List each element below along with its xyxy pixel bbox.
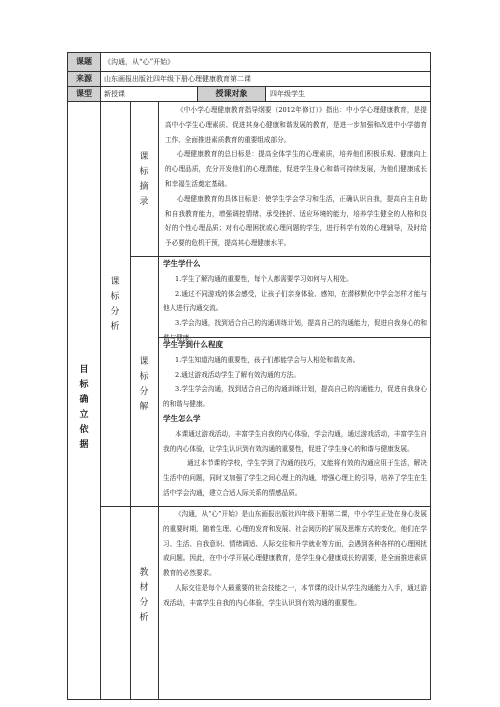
what-item: 1.学生了解沟通的重要性，每个人都需要学习如何与人相处。 xyxy=(175,274,353,283)
textbook-paragraph: 《沟通，从“心”开始》是山东画报出版社四年级下册第二课，中小学生正处在身心发展的重要时期，随着生理、心理的发育和发展、社会阅历的扩展及思维方式的变化，他们在学习、生活、自我意识、情绪调适、人际交往和升学就业等方面，会遇到各种各样的心理困扰或问题。因此，在中小学开展心理健康教育，是学生身心健康成长的需要，是全面推进素质教育的必然要求。 xyxy=(163,510,427,578)
excerpt-label: 课标摘录 xyxy=(139,152,149,207)
decompose-label: 课标分解 xyxy=(139,357,149,412)
textbook-paragraph: 人际交往是每个人最重要的社会技能之一，本节课的设计从学生沟通能力入手，通过游戏活动，丰富学生自我的内心体验，学生认识到有效沟通的重要性。 xyxy=(163,583,427,607)
excerpt-paragraph: 心理健康教育的具体目标是：使学生学会学习和生活，正确认识自我，提高自主自助和自我教育能力，增强调控情绪、承受挫折、适应环境的能力，培养学生健全的人格和良好的个性心理品质；对有心理困扰或心理问题的学生，进行科学有效的心理辅导，及时给予必要的危机干预，提高其心理健康水平。 xyxy=(165,194,427,248)
topic-label: 课题 xyxy=(76,57,92,66)
what-title: 学生学什么 xyxy=(163,259,201,268)
audience-value: 四年级学生 xyxy=(270,90,305,98)
degree-item: 3.学生学会沟通，找到适合自己的沟通训练计划，提高自己的沟通能力，促进自我身心的和谐与健康。 xyxy=(163,385,427,409)
excerpt-content xyxy=(165,103,427,255)
topic-value: 《沟通，从“心”开始》 xyxy=(104,58,175,66)
degree-content xyxy=(163,338,427,506)
degree-item: 1.学生知道沟通的重要性，孩子们都能学会与人相处和谐友善。 xyxy=(175,355,360,364)
how-item: 通过本节课的学校，学生学到了沟通的技巧，又能将有效的沟通应用于生活，解决生活中的问题，同时又加强了学生之间心理上的沟通，增强心理上的引导，培养了学生在生活中学会沟通，建立合适人际关系的情感品质。 xyxy=(163,459,427,497)
what-item: 2.通过不同游戏的体会感受，让孩子们亲身体验、感知，在潜移默化中学会怎样才能与他人进行沟通交流。 xyxy=(163,289,427,313)
type-value: 新授课 xyxy=(104,90,125,98)
type-label: 课型 xyxy=(76,89,92,98)
textbook-spacer-cell xyxy=(100,506,131,700)
audience-label: 授课对象 xyxy=(215,89,248,98)
standard-label: 课标分析 xyxy=(110,277,120,332)
degree-item: 2.通过游戏活动学生了解有效沟通的方法。 xyxy=(175,370,300,379)
what-item: 3.学会沟通，找到适合自己的沟通训练计划，提高自己的沟通能力，促进自我身心的和谐与健康。 xyxy=(163,319,427,342)
source-value: 山东画报出版社四年级下册心理健康教育第二课 xyxy=(104,75,251,83)
excerpt-paragraph: 心理健康教育的总目标是：提高全体学生的心理素质，培养他们积极乐观、健康向上的心理品质，充分开发他们的心理潜能，促进学生身心和谐可持续发展，为他们健康成长和幸福生活奠定基础。 xyxy=(165,150,427,188)
how-item: 本课通过游戏活动，丰富学生自我的内心体验，学会沟通，通过游戏活动，丰富学生自我的内心体验，让学生认识到有效沟通的重要性，促进了学生身心的和谐与健康发展。 xyxy=(163,429,427,453)
basis-label: 目标确立依据 xyxy=(79,365,89,450)
what-content xyxy=(163,257,427,342)
source-label: 来源 xyxy=(76,74,92,83)
textbook-content xyxy=(163,507,427,627)
how-title: 学生怎么学 xyxy=(163,413,201,423)
degree-title: 学生学到什么程度 xyxy=(163,340,223,349)
excerpt-paragraph: 《中小学心理健康教育指导纲要（2012年修订）》指出：中小学心理健康教育，是提高中小学生心理素质、促进其身心健康和谐发展的教育，是进一步加强和改进中小学德育工作、全面推进素质教育的重要组成部分。 xyxy=(165,106,427,144)
textbook-label: 教材分析 xyxy=(139,568,149,623)
